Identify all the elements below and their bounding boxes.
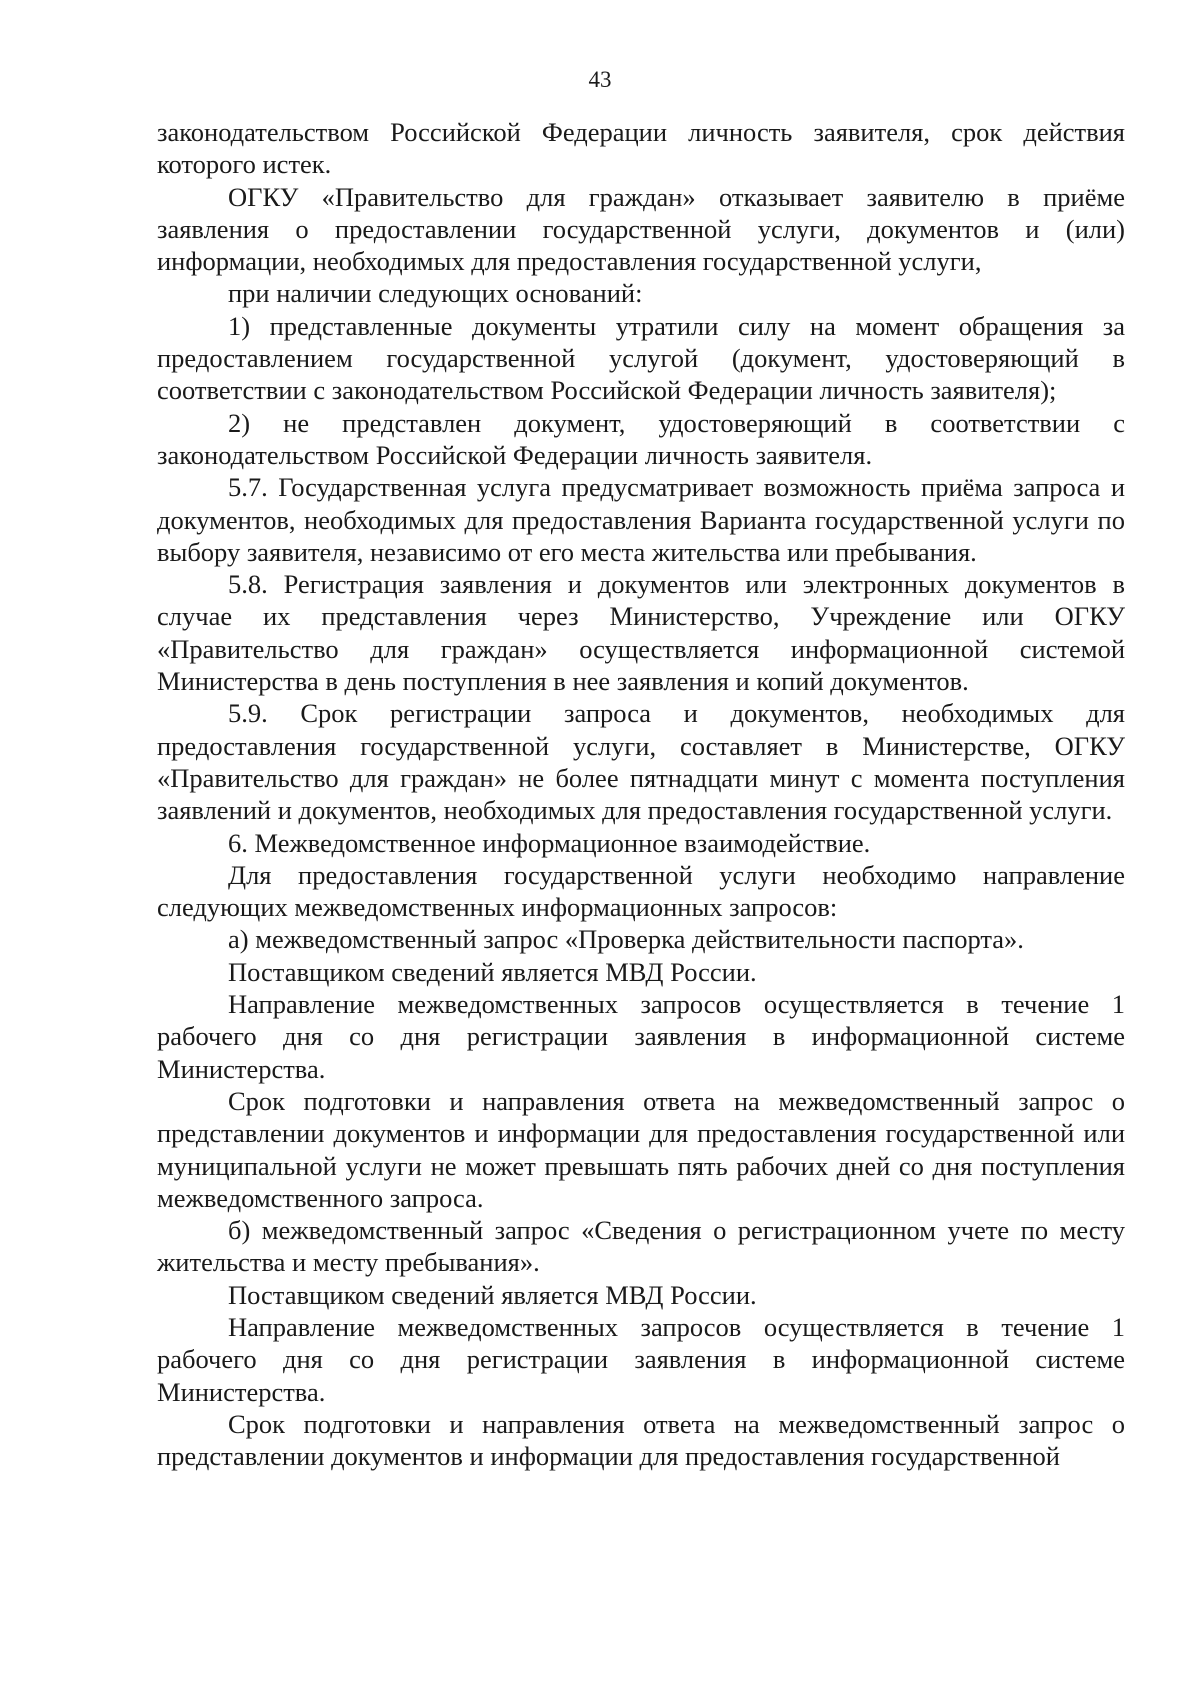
paragraph-direction-b: Направление межведомственных запросов осуществляется в течение 1 рабочего дня со дня регистрации заявления в информационной системе Министерства. <box>157 1311 1125 1407</box>
paragraph-deadline-a: Срок подготовки и направления ответа на межведомственный запрос о представлении документов и информации для предоставления государственной или муниципальной услуги не может превышать пять рабочих дней со дня поступления межведомственного запроса. <box>157 1085 1125 1213</box>
paragraph-request-b: б) межведомственный запрос «Сведения о регистрационном учете по месту жительства и месту пребывания». <box>157 1215 1125 1278</box>
paragraph-requests-intro: Для предоставления государственной услуги необходимо направление следующих межведомственных информационных запросов: <box>157 859 1125 923</box>
paragraph-ground-1: 1) представленные документы утратили силу на момент обращения за предоставлением государственной услугой (документ, удостоверяющий в соответствии с законодательством Российской Федерации личность заявителя); <box>157 310 1125 406</box>
paragraph-ground-2: 2) не представлен документ, удостоверяющий в соответствии с законодательством Российской Федерации личность заявителя. <box>157 407 1125 470</box>
paragraph-direction-a: Направление межведомственных запросов осуществляется в течение 1 рабочего дня со дня регистрации заявления в информационной системе Министерства. <box>157 989 1125 1084</box>
document-body <box>157 116 1125 1472</box>
paragraph-5-8: 5.8. Регистрация заявления и документов или электронных документов в случае их представления через Министерство, Учреждение или ОГКУ «Правительство для граждан» осуществляется информационной системой Министерства в день поступления в нее заявления и копий документов. <box>157 569 1125 697</box>
paragraph-5-7: 5.7. Государственная услуга предусматривает возможность приёма запроса и документов, необходимых для предоставления Варианта государственной услуги по выбору заявителя, независимо от его места жительства или пребывания. <box>157 472 1125 567</box>
paragraph-5-9: 5.9. Срок регистрации запроса и документов, необходимых для предоставления государственной услуги, составляет в Министерстве, ОГКУ «Правительство для граждан» не более пятнадцати минут с момента поступления заявлений и документов, необходимых для предоставления государственной услуги. <box>157 698 1125 826</box>
paragraph-request-a: а) межведомственный запрос «Проверка действительности паспорта». <box>228 924 1024 955</box>
paragraph-continuation: законодательством Российской Федерации личность заявителя, срок действия которого истек. <box>157 117 1125 180</box>
paragraph-provider-b: Поставщиком сведений является МВД России. <box>228 1279 757 1310</box>
page-number: 43 <box>588 67 612 92</box>
paragraph-provider-a: Поставщиком сведений является МВД России. <box>228 956 757 987</box>
section-6-heading: 6. Межведомственное информационное взаимодействие. <box>228 827 871 858</box>
paragraph-grounds-intro: при наличии следующих оснований: <box>228 278 643 309</box>
paragraph-refusal-intro: ОГКУ «Правительство для граждан» отказывает заявителю в приёме заявления о предоставлении государственной услуги, документов и (или) информации, необходимых для предоставления государственной услуги, <box>157 181 1125 277</box>
paragraph-deadline-b: Срок подготовки и направления ответа на межведомственный запрос о представлении документов и информации для предоставления государственной <box>157 1408 1125 1472</box>
